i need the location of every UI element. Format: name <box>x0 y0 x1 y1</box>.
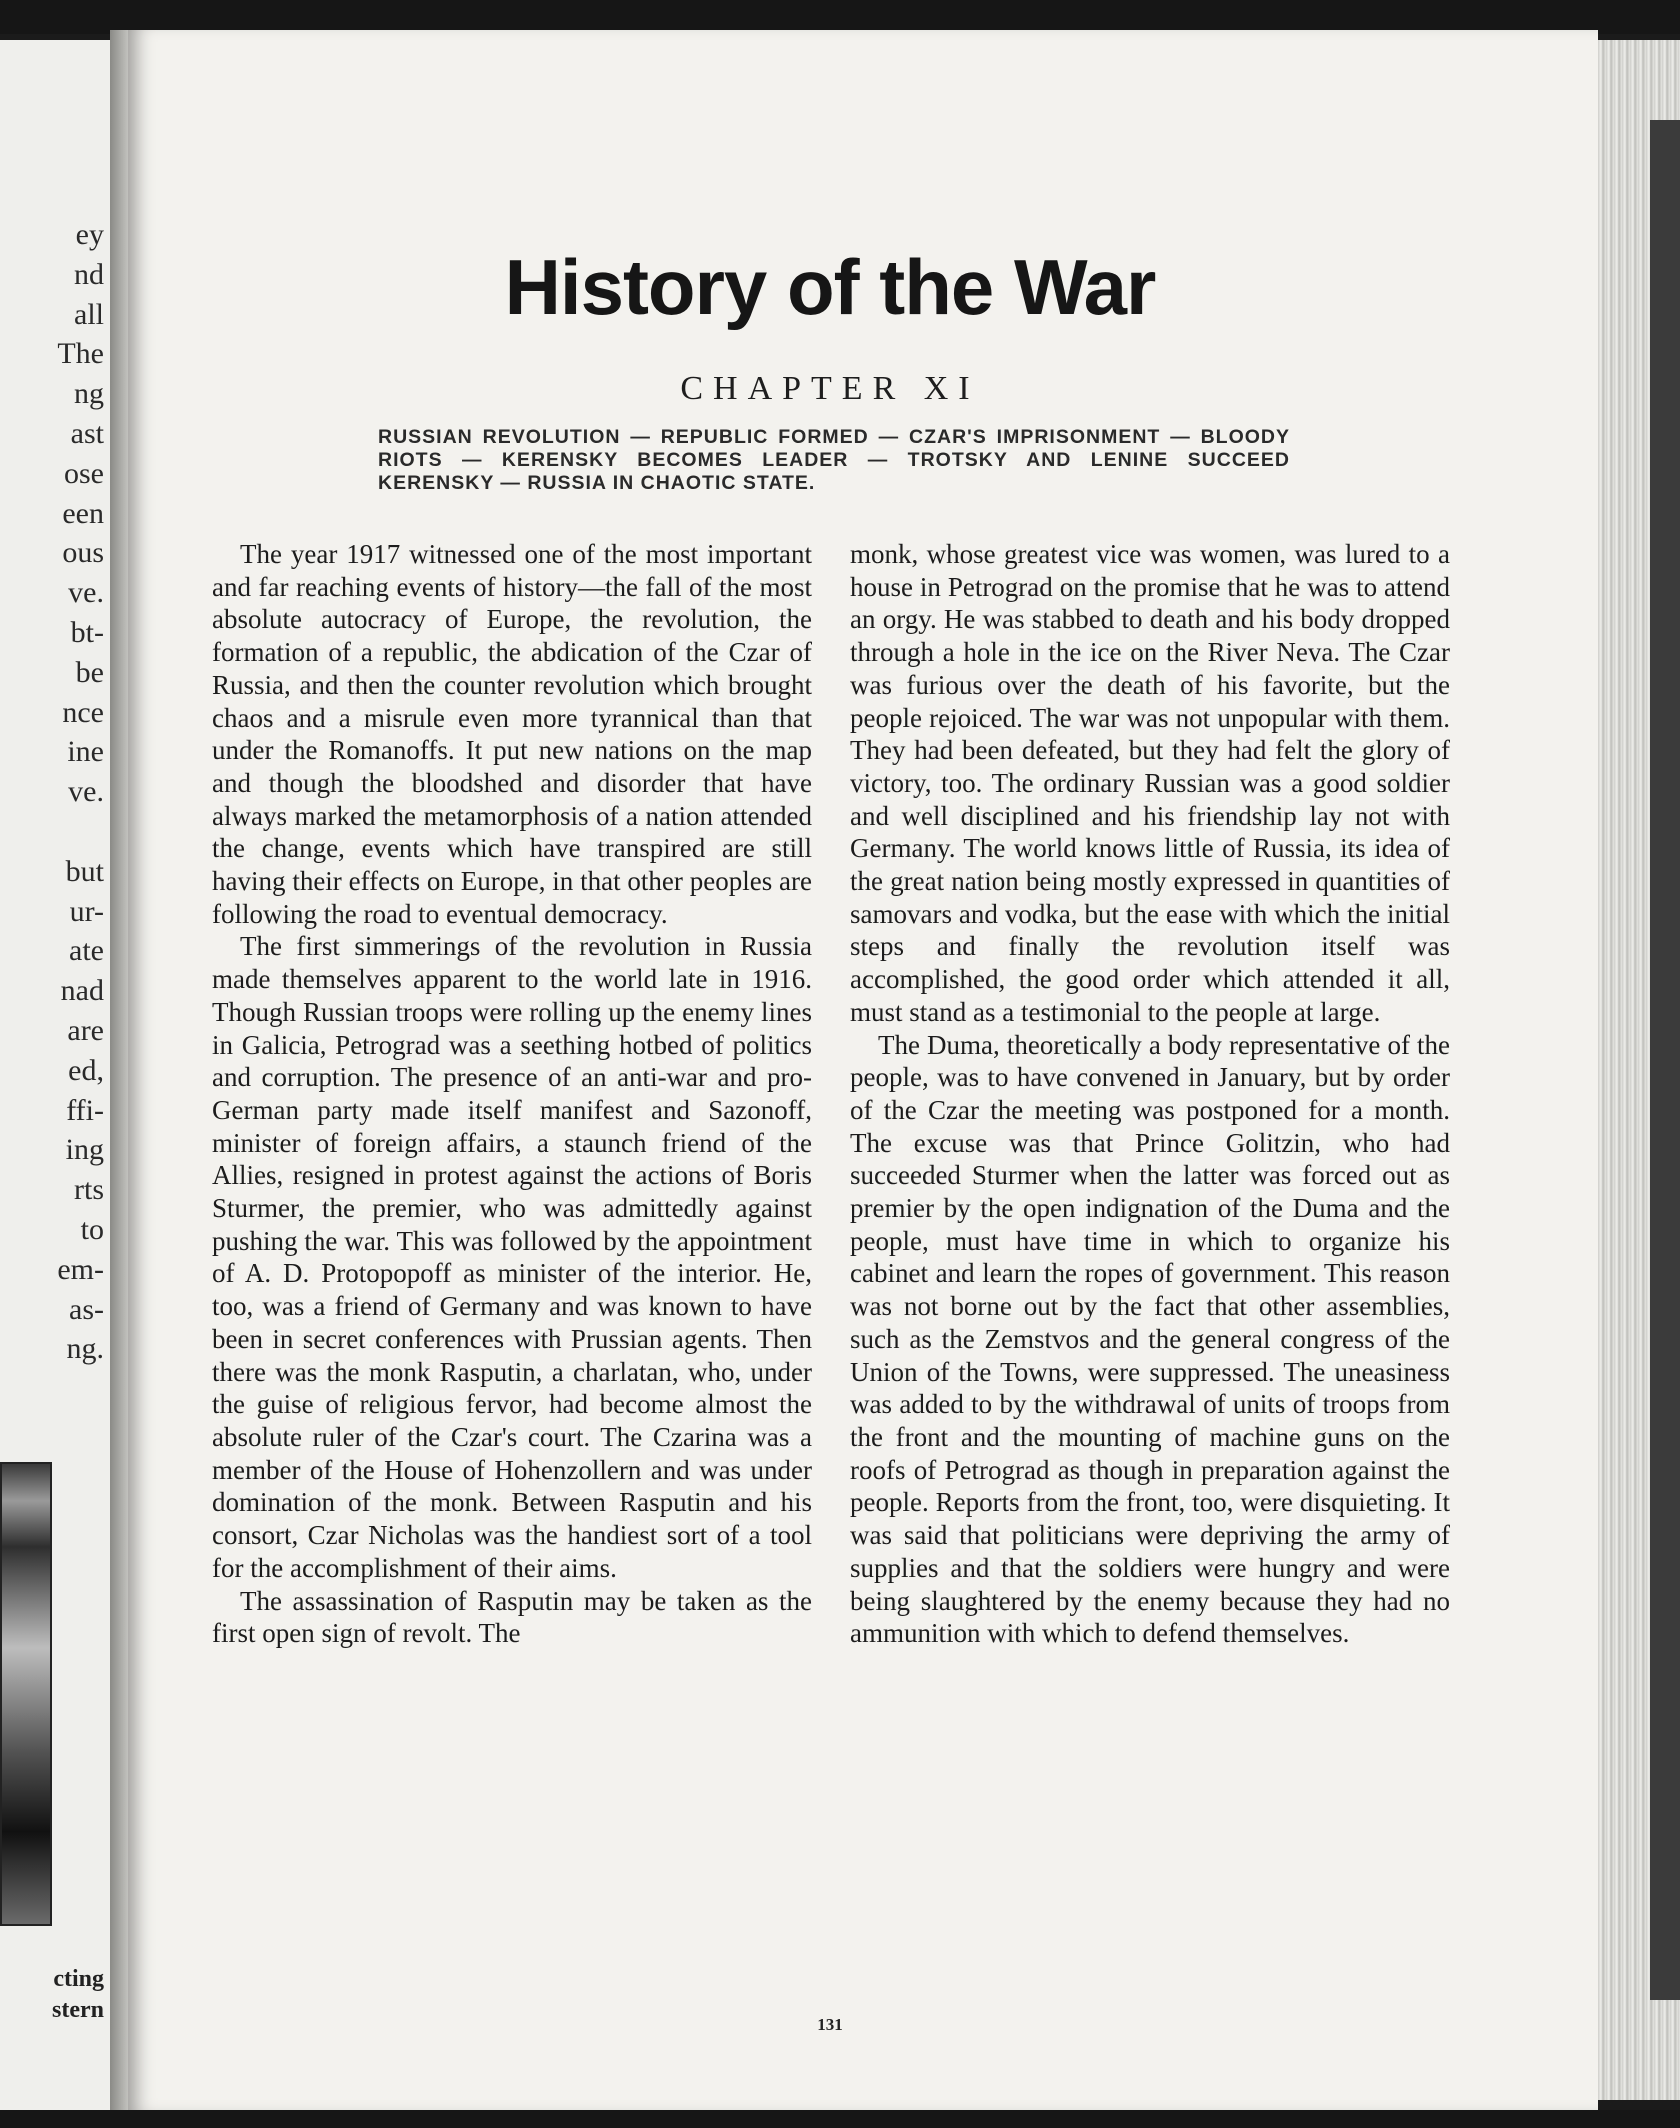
facing-page-photo <box>0 1462 52 1926</box>
facing-page-word: bt- <box>70 615 104 649</box>
facing-page-word: nad <box>60 974 104 1008</box>
facing-page-word: ed, <box>68 1053 104 1087</box>
facing-page-word: are <box>67 1013 104 1047</box>
facing-page-word: ey <box>75 218 104 251</box>
page-title: History of the War <box>504 243 1156 331</box>
facing-page-word: ast <box>70 416 104 450</box>
facing-page-word: ing <box>65 1133 104 1167</box>
paragraph: The assassination of Rasputin may be taken as the first open sign of revolt. The <box>212 1585 812 1649</box>
facing-page-word: nce <box>62 695 104 729</box>
facing-page-word: ate <box>69 934 104 968</box>
facing-page-word: be <box>75 655 104 689</box>
facing-page-word: een <box>62 496 104 530</box>
facing-page-word <box>57 812 104 852</box>
facing-page-word: ine <box>67 735 104 769</box>
paragraph: The year 1917 witnessed one of the most important and far reaching events of history—the fall of the most absolute autocracy of Europe, the revolution, the formation of a republic, the abdication of the Czar of Russia, and then the counter revolution which brought chaos and a misrule even more tyrannical than that under the Romanoffs. It put new nations on the map and though the bloodshed and disorder that have always marked the metamorphosis of a nation attended the change, events which have transpired are still having their effects on Europe, in that other peoples are following the road to eventual democracy. <box>212 539 812 929</box>
facing-page-word: ose <box>64 456 104 490</box>
caption-line: cting <box>53 1966 104 1992</box>
facing-page-word: The <box>57 337 104 371</box>
facing-page-word: em- <box>57 1252 104 1286</box>
facing-page-word: ur- <box>69 894 104 928</box>
facing-page-word: ffi- <box>66 1093 104 1127</box>
binding-strip <box>1650 120 1680 2000</box>
caption-line: stern <box>52 1997 104 2023</box>
facing-page-word: ng. <box>66 1332 104 1366</box>
scan-bottom-border <box>0 2110 1680 2128</box>
facing-page-edge <box>0 40 110 2110</box>
paragraph: The Duma, theoretically a body representative of the people, was to have convened in January, but by order of the Czar the meeting was postponed for a month. The excuse was that Prince Golitzin, who had succeeded Sturmer when the latter was forced out as premier by the open indignation of the Duma and the people, must have time in which to organize his cabinet and learn the ropes of government. This reason was not borne out by the fact that other assemblies, such as the Zemstvos and the general congress of the Union of the Towns, were suppressed. The uneasiness was added to by the withdrawal of units of troops from the front and the mounting of machine guns on the roofs of Petrograd as though in preparation against the people. Reports from the front, too, were disquieting. It was said that politicians were depriving the army of supplies and that the soldiers were hungry and were being slaughtered by the enemy because they had no ammunition with which to defend themselves. <box>850 1029 1450 1649</box>
facing-page-word: rts <box>74 1173 104 1207</box>
paragraph: monk, whose greatest vice was women, was lured to a house in Petrograd on the promise that he was to attend an orgy. He was stabbed to death and his body dropped through a hole in the ice on the River Neva. The Czar was furious over the death of his favorite, but the people rejoiced. The war was not unpopular with them. They had been defeated, but they had felt the glory of victory, too. The ordinary Russian was a good soldier and well disciplined and his friendship lay not with Germany. The world knows little of Russia, its idea of the great nation being mostly expressed in quantities of samovars and vodka, but the ease with which the initial steps and finally the revolution itself was accomplished, the good order which attended it all, must stand as a testimonial to the people at large. <box>850 539 1450 1027</box>
scan-top-border <box>0 0 1680 34</box>
paragraph: The first simmerings of the revolution in Russia made themselves apparent to the world late in 1916. Though Russian troops were rolling up the enemy lines in Galicia, Petrograd was a seething hotbed of politics and corruption. The presence of an anti-war and pro-German party made itself manifest and Sazonoff, minister of foreign affairs, a staunch friend of the Allies, resigned in protest against the actions of Boris Sturmer, the premier, who was admittedly against pushing the war. This was followed by the appointment of A. D. Protopopoff as minister of the interior. He, too, was a friend of Germany and was known to have been in secret conferences with Prussian agents. Then there was the monk Rasputin, a charlatan, who, under the guise of religious fervor, had become almost the absolute ruler of the Czar's court. The Czarina was a member of the House of Hohenzollern and was under domination of the monk. Between Rasputin and his consort, Czar Nicholas was the handiest sort of a tool for the accomplishment of their aims. <box>212 931 812 1583</box>
chapter-heading: CHAPTER XI <box>680 370 980 407</box>
facing-page-word: ve. <box>68 576 104 610</box>
facing-page-word: as- <box>69 1292 104 1326</box>
chapter-summary: RUSSIAN REVOLUTION — REPUBLIC FORMED — CZAR'S IMPRISONMENT — BLOODY RIOTS — KERENSKY BECOMES LEADER — TROTSKY AND LENINE SUCCEED KERENSKY — RUSSIA IN CHAOTIC STATE. <box>378 426 1290 494</box>
facing-page-word: ng <box>74 377 104 411</box>
facing-page-word: ous <box>62 536 104 570</box>
text-column-left <box>212 538 812 1650</box>
facing-page-word: all <box>74 297 104 331</box>
following-pages-edge <box>1598 40 1680 2100</box>
facing-page-word: ve. <box>68 775 104 809</box>
facing-page-word: nd <box>74 257 104 291</box>
page-number: 131 <box>817 2015 843 2034</box>
facing-page-word: but <box>65 854 104 888</box>
text-column-right <box>850 538 1450 1650</box>
facing-page-word: to <box>80 1212 104 1246</box>
